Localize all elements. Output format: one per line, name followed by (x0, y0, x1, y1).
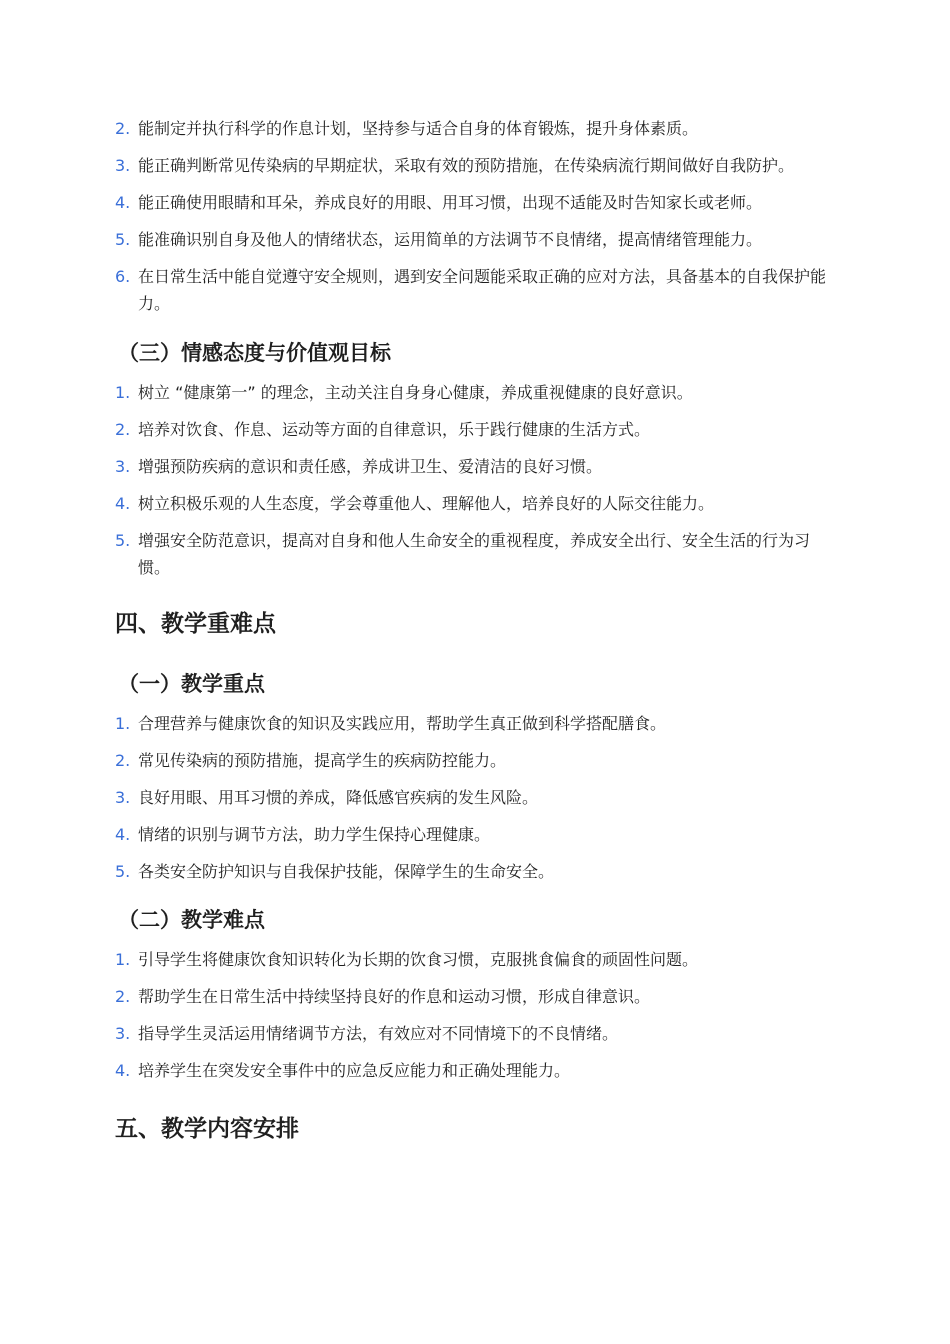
list-number: 2. (115, 751, 131, 770)
list-number: 5. (115, 531, 131, 550)
difficult-points-list (115, 946, 835, 1084)
list-text: 能正确判断常见传染病的早期症状，采取有效的预防措施，在传染病流行期间做好自我防护。 (138, 156, 795, 175)
list-number: 4. (115, 193, 131, 212)
list-item (115, 527, 835, 581)
list-text: 培养对饮食、作息、运动等方面的自律意识，乐于践行健康的生活方式。 (138, 420, 651, 439)
attitude-list (115, 379, 835, 581)
list-number: 3. (115, 788, 131, 807)
list-text: 指导学生灵活运用情绪调节方法，有效应对不同情境下的不良情绪。 (138, 1024, 619, 1043)
list-number: 3. (115, 1024, 131, 1043)
list-text: 增强安全防范意识，提高对自身和他人生命安全的重视程度，养成安全出行、安全生活的行为习惯。 (138, 531, 811, 577)
list-number: 3. (115, 457, 131, 476)
list-text: 良好用眼、用耳习惯的养成，降低感官疾病的发生风险。 (138, 788, 539, 807)
list-item (115, 747, 835, 774)
list-item (115, 416, 835, 443)
list-text: 各类安全防护知识与自我保护技能，保障学生的生命安全。 (138, 862, 555, 881)
list-text: 培养学生在突发安全事件中的应急反应能力和正确处理能力。 (138, 1061, 571, 1080)
document-content (115, 112, 835, 1144)
list-number: 1. (115, 950, 131, 969)
list-number: 1. (115, 383, 131, 402)
list-text: 帮助学生在日常生活中持续坚持良好的作息和运动习惯，形成自律意识。 (138, 987, 651, 1006)
list-number: 2. (115, 119, 131, 138)
list-item (115, 821, 835, 848)
list-text: 常见传染病的预防措施，提高学生的疾病防控能力。 (138, 751, 507, 770)
list-number: 5. (115, 862, 131, 881)
list-text: 引导学生将健康饮食知识转化为长期的饮食习惯，克服挑食偏食的顽固性问题。 (138, 950, 699, 969)
list-item (115, 858, 835, 885)
list-item (115, 189, 835, 216)
list-number: 5. (115, 230, 131, 249)
list-item (115, 1020, 835, 1047)
list-number: 4. (115, 494, 131, 513)
list-item (115, 263, 835, 317)
list-number: 2. (115, 420, 131, 439)
list-text: 能正确使用眼睛和耳朵，养成良好的用眼、用耳习惯，出现不适能及时告知家长或老师。 (138, 193, 763, 212)
list-item (115, 379, 835, 406)
list-item (115, 115, 835, 142)
skills-list (115, 115, 835, 317)
list-text: 树立 “健康第一” 的理念，主动关注自身身心健康，养成重视健康的良好意识。 (138, 383, 693, 402)
list-item (115, 710, 835, 737)
key-points-list (115, 710, 835, 885)
list-item (115, 784, 835, 811)
list-text: 情绪的识别与调节方法，助力学生保持心理健康。 (138, 825, 491, 844)
heading-attitude: （三）情感态度与价值观目标 (118, 341, 391, 365)
list-item (115, 1057, 835, 1084)
list-text: 在日常生活中能自觉遵守安全规则，遇到安全问题能采取正确的应对方法，具备基本的自我保护能力。 (138, 267, 827, 313)
list-text: 增强预防疾病的意识和责任感，养成讲卫生、爱清洁的良好习惯。 (138, 457, 603, 476)
list-text: 树立积极乐观的人生态度，学会尊重他人、理解他人，培养良好的人际交往能力。 (138, 494, 715, 513)
list-item (115, 226, 835, 253)
list-item (115, 152, 835, 179)
list-item (115, 453, 835, 480)
list-number: 6. (115, 267, 131, 286)
list-number: 2. (115, 987, 131, 1006)
list-number: 4. (115, 825, 131, 844)
list-number: 4. (115, 1061, 131, 1080)
heading-difficult-points: （二）教学难点 (118, 908, 265, 932)
heading-section-4: 四、教学重难点 (115, 611, 276, 637)
heading-key-points: （一）教学重点 (118, 672, 265, 696)
list-item (115, 490, 835, 517)
list-text: 能制定并执行科学的作息计划，坚持参与适合自身的体育锻炼，提升身体素质。 (138, 119, 699, 138)
list-number: 3. (115, 156, 131, 175)
list-item (115, 983, 835, 1010)
list-text: 能准确识别自身及他人的情绪状态，运用简单的方法调节不良情绪，提高情绪管理能力。 (138, 230, 763, 249)
list-item (115, 946, 835, 973)
list-text: 合理营养与健康饮食的知识及实践应用，帮助学生真正做到科学搭配膳食。 (138, 714, 667, 733)
list-number: 1. (115, 714, 131, 733)
heading-section-5: 五、教学内容安排 (115, 1116, 299, 1142)
